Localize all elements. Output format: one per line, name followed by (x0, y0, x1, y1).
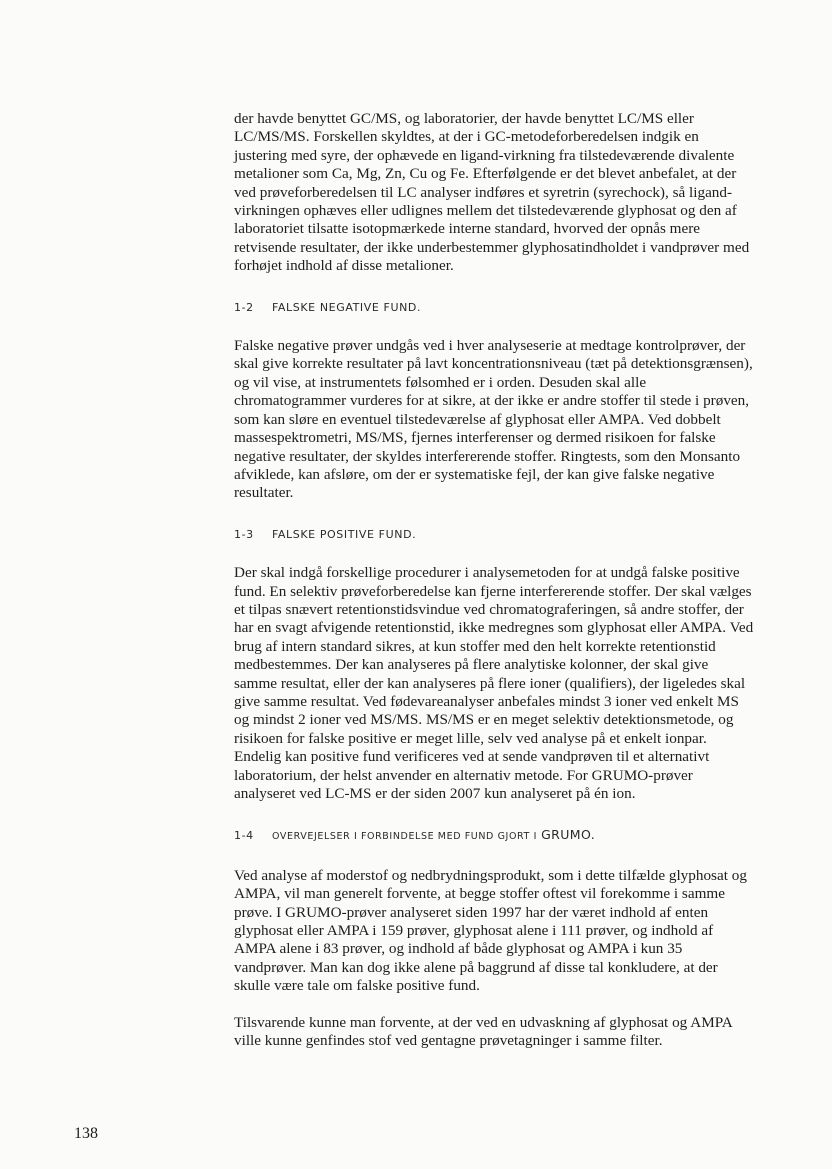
section-heading-1-4 (234, 826, 754, 846)
page-number: 138 (74, 1125, 98, 1142)
section-heading-1-3 (234, 526, 754, 544)
section-title (272, 826, 595, 846)
section-number: 1-3 (234, 527, 254, 541)
section-number: 1-4 (234, 829, 254, 843)
section-title-acronym: GRUMO. (541, 827, 596, 843)
intro-paragraph: der havde benyttet GC/MS, og laboratorier, der havde benyttet LC/MS eller LC/MS/MS. Forskellen skyldtes, at der i GC-metodeforberedelsen indgik en justering med syre, der ophævede en ligand-virkning fra tilstedeværende divalente metalioner som Ca, Mg, Zn, Cu og Fe. Efterfølgende er det blevet anbefalet, at der ved prøveforberedelsen til LC analyser indføres et syretrin (syrechock), så ligand-virkningen ophæves eller udlignes mellem det tilstedeværende glyphosat og den af laboratoriet tilsatte isotopmærkede interne standard, hvorved der opnås mere retvisende resultater, der ikke underbestemmer glyphosatindholdet i vandprøver med forhøjet indhold af disse metalioner. (234, 110, 750, 275)
section-heading-1-2 (234, 299, 754, 317)
body-paragraph: Ved analyse af moderstof og nedbrydningsprodukt, som i dette tilfælde glyphosat og AMPA, vil man generelt forvente, at begge stoffer oftest vil forekomme i samme prøve. I GRUMO-prøver analyseret siden 1997 har der været indhold af enten glyphosat eller AMPA i 159 prøver, glyphosat alene i 111 prøver, og indhold af AMPA alene i 83 prøver, og indhold af både glyphosat og AMPA i kun 35 vandprøver. Man kan dog ikke alene på baggrund af disse tal konkludere, at der skulle være tale om falske positive fund. (234, 866, 747, 995)
body-paragraph: Falske negative prøver undgås ved i hver analyseserie at medtage kontrolprøver, der skal give korrekte resultater på lavt koncentrationsniveau (tæt på detektionsgrænsen), og vil vise, at instrumentets følsomhed er i orden. Desuden skal alle chromatogrammer vurderes for at sikre, at der ikke er andre stoffer til stede i prøven, som kan sløre en eventuel tilstedeværelse af glyphosat eller AMPA. Ved dobbelt massespektrometri, MS/MS, fjernes interferenser og dermed risikoen for falske negative resultater, der skyldes interfererende stoffer. Ringtests, som den Monsanto afviklede, kan afsløre, om der er systematiske fejl, der kan give falske negative resultater. (234, 337, 753, 502)
text-column (234, 110, 754, 1050)
section-title: FALSKE POSITIVE FUND. (272, 527, 417, 541)
section-title: FALSKE NEGATIVE FUND. (272, 300, 422, 314)
paragraph-gap (234, 996, 754, 1014)
section-title-text: OVERVEJELSER I FORBINDELSE MED FUND GJORT I (272, 831, 537, 843)
body-paragraph: Tilsvarende kunne man forvente, at der ved en udvaskning af glyphosat og AMPA ville kunne genfindes stof ved gentagne prøvetagninger i samme filter. (234, 1013, 732, 1050)
section-number: 1-2 (234, 300, 254, 314)
body-paragraph: Der skal indgå forskellige procedurer i analysemetoden for at undgå falske positive fund. En selektiv prøveforberedelse kan fjerne interfererende stoffer. Der skal vælges et tilpas snævert retentionstidsvindue ved chromatograferingen, så andre stoffer, der har en svagt afvigende retentionstid, ikke medregnes som glyphosat eller AMPA. Ved brug af intern standard sikres, at kun stoffer med den helt korrekte retentionstid medbestemmes. Der kan analyseres på flere analytiske kolonner, der skal give samme resultat, eller der kan analyseres på flere ioner (qualifiers), der ligeledes skal give samme resultat. Ved fødevareanalyser anbefales mindst 3 ioner ved enkelt MS og mindst 2 ioner ved MS/MS. MS/MS er en meget selektiv detektionsmetode, og risikoen for falske positive er meget lille, selv ved analyse på et enkelt ionpar. Endelig kan positive fund verificeres ved at sende vandprøven til et alternativt laboratorium, der helst anvender en alternativ metode. For GRUMO-prøver analyseret ved LC-MS er der siden 2007 kun analyseret på én ion. (234, 564, 754, 802)
